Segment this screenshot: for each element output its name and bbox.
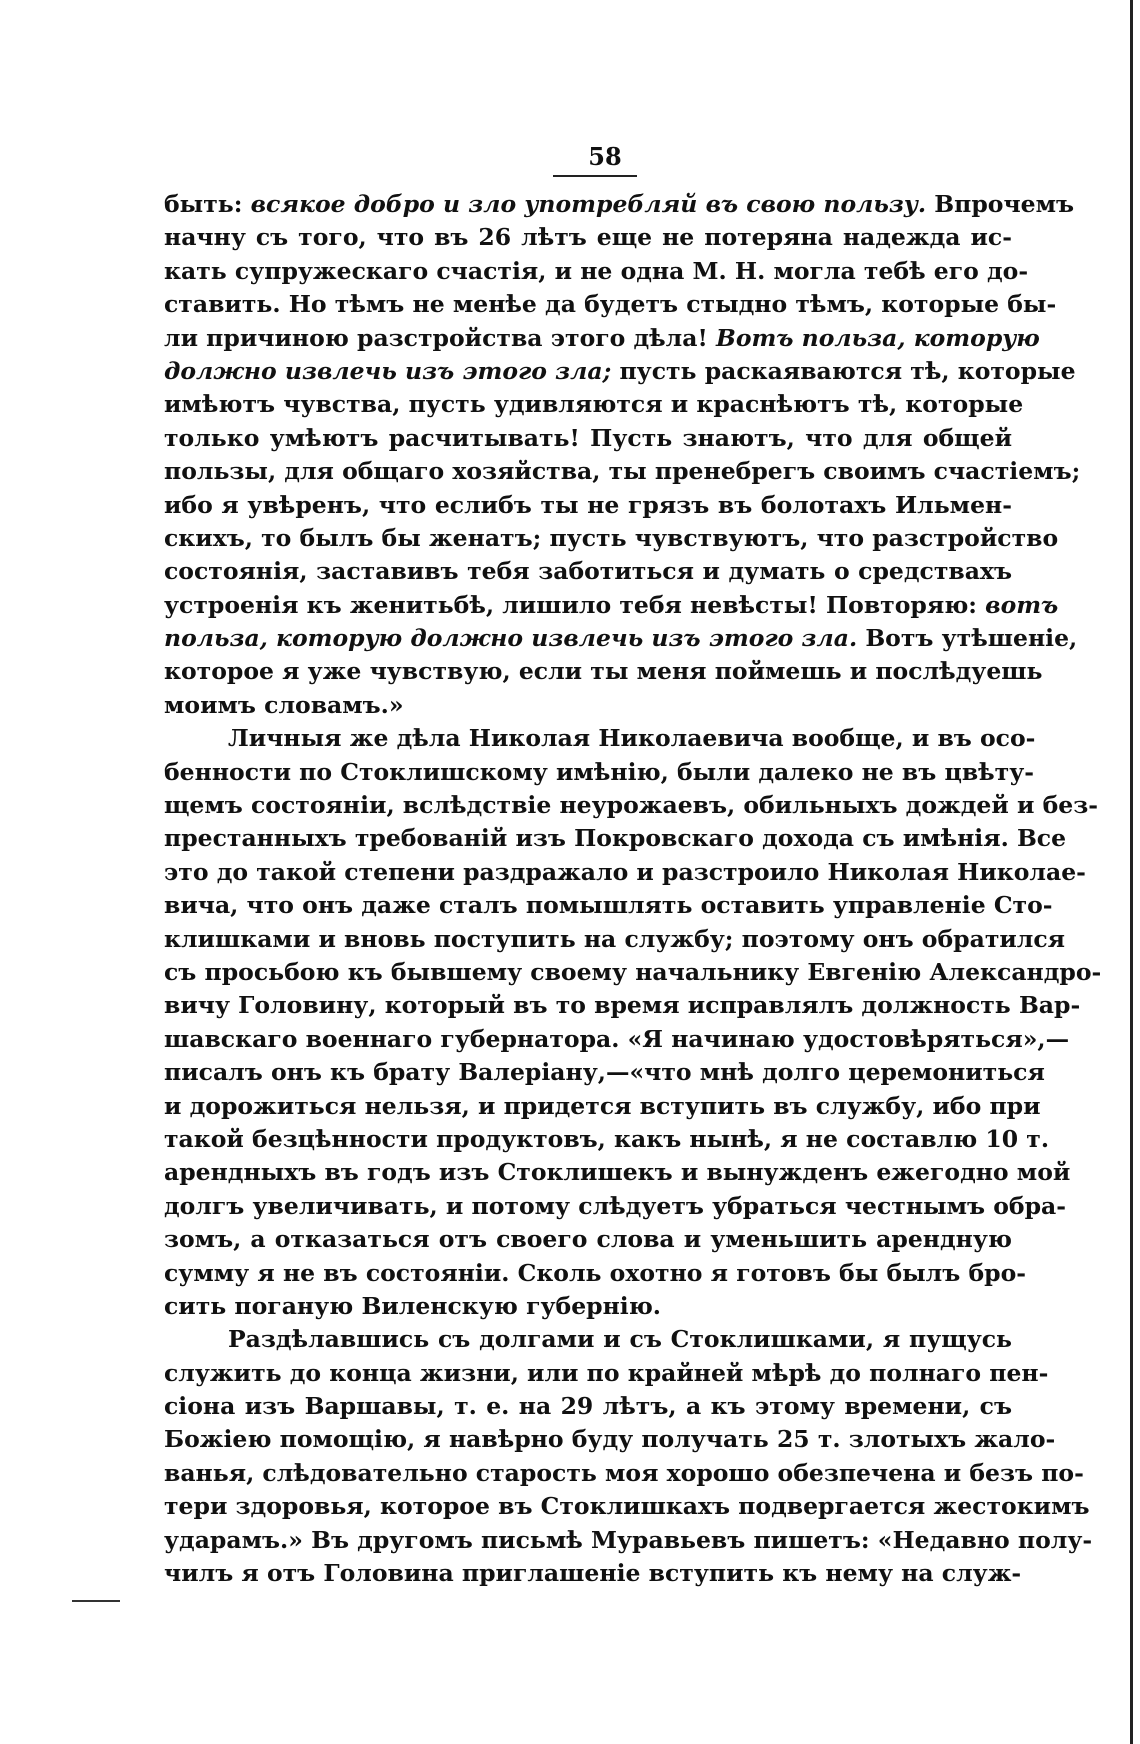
text-segment: Впрочемъ <box>926 190 1075 218</box>
text-line <box>164 322 1040 355</box>
text-line <box>164 989 1081 1022</box>
text-line <box>164 822 1067 855</box>
text-line <box>164 589 1059 622</box>
text-line <box>164 355 1076 388</box>
italic-text-segment: Вотъ польза, которую <box>715 323 1040 352</box>
text-line <box>164 1457 1084 1490</box>
text-line <box>164 722 1036 755</box>
text-line <box>164 1390 1012 1423</box>
text-segment: имѣютъ чувства, пусть удивляются и краснѣютъ тѣ, которые <box>164 390 1024 419</box>
text-line <box>164 1090 1041 1123</box>
text-segment: сить поганую Виленскую губернію. <box>164 1291 661 1320</box>
italic-text-segment: должно извлечь изъ этого зла; <box>164 356 612 385</box>
text-line <box>164 1357 1049 1390</box>
text-segment: Раздѣлавшись съ долгами и съ Стоклишками, я пущусь <box>228 1325 1012 1354</box>
text-segment: бенности по Стоклишскому имѣнію, были далеко не въ цвѣту- <box>164 757 1035 786</box>
body-text <box>164 188 1102 1590</box>
text-segment: съ просьбою къ бывшему своему начальнику Евгенію Александро- <box>164 957 1102 986</box>
text-segment: устроенія къ женитьбѣ, лишило тебя невѣсты! Повторяю: <box>164 590 986 619</box>
italic-text-segment: польза, которую должно извлечь изъ этого зла. <box>164 624 858 653</box>
text-line <box>164 1156 1071 1189</box>
text-segment: вича, что онъ даже сталъ помышлять оставить управленіе Сто- <box>164 891 1053 920</box>
text-line <box>164 255 1029 288</box>
text-segment: щемъ состояніи, вслѣдствіе неурожаевъ, обильныхъ дождей и без- <box>164 791 1098 820</box>
text-segment: и дорожиться нельзя, и придется вступить въ службу, ибо при <box>164 1091 1041 1120</box>
text-line <box>164 1323 1012 1356</box>
text-line <box>164 1290 1012 1323</box>
text-line <box>164 221 1012 254</box>
text-segment: пользы, для общаго хозяйства, ты пренебрегъ своимъ счастіемъ; <box>164 457 1081 486</box>
text-segment: престанныхъ требованій изъ Покровскаго дохода съ имѣнія. Все <box>164 824 1067 853</box>
page-number: 58 <box>588 142 622 171</box>
text-line <box>164 388 1024 421</box>
text-line <box>164 288 1057 321</box>
text-line <box>164 1190 1066 1223</box>
text-line <box>164 188 1075 221</box>
text-line <box>164 1056 1045 1089</box>
text-segment: сумму я не въ состояніи. Сколь охотно я готовъ бы былъ бро- <box>164 1258 1026 1287</box>
text-segment: Божіею помощію, я навѣрно буду получать 25 т. злотыхъ жало- <box>164 1425 1056 1454</box>
text-segment: арендныхъ въ годъ изъ Стоклишекъ и вынужденъ ежегодно мой <box>164 1158 1071 1187</box>
text-segment: такой безцѣнности продуктовъ, какъ нынѣ, я не составлю 10 т. <box>164 1124 1050 1153</box>
text-line <box>164 956 1102 989</box>
margin-mark <box>72 1600 120 1602</box>
text-segment: быть: <box>164 190 251 218</box>
text-line <box>164 489 1012 522</box>
text-line <box>164 1524 1093 1557</box>
text-segment: Личныя же дѣла Николая Николаевича вообще, и въ осо- <box>228 724 1036 753</box>
text-segment: служить до конца жизни, или по крайней мѣрѣ до полнаго пен- <box>164 1358 1049 1387</box>
text-segment: кать супружескаго счастія, и не одна М. Н. могла тебѣ его до- <box>164 256 1029 285</box>
italic-text-segment: всякое добро и зло употребляй въ свою пользу. <box>250 190 927 218</box>
text-line <box>164 1023 1070 1056</box>
italic-text-segment: вотъ <box>985 590 1059 619</box>
text-line <box>164 455 1081 488</box>
text-line <box>164 422 1012 455</box>
text-segment: клишками и вновь поступить на службу; поэтому онъ обратился <box>164 924 1066 953</box>
text-segment: писалъ онъ къ брату Валеріану,—«что мнѣ долго церемониться <box>164 1058 1045 1087</box>
text-segment: это до такой степени раздражало и разстроило Николая Николае- <box>164 857 1086 886</box>
text-line <box>164 856 1086 889</box>
text-line <box>164 1223 1012 1256</box>
text-segment: ибо я увѣренъ, что еслибъ ты не грязъ въ болотахъ Ильмен- <box>164 490 1012 519</box>
text-line <box>164 1557 1022 1590</box>
text-line <box>164 522 1059 555</box>
text-segment: сіона изъ Варшавы, т. е. на 29 лѣтъ, а къ этому времени, съ <box>164 1392 1012 1421</box>
text-line <box>164 689 1012 722</box>
text-line <box>164 756 1035 789</box>
text-line <box>164 1490 1090 1523</box>
text-line <box>164 789 1098 822</box>
text-segment: начну съ того, что въ 26 лѣтъ еще не потеряна надежда ис- <box>164 223 1012 252</box>
text-line <box>164 889 1053 922</box>
text-segment: чилъ я отъ Головина приглашеніе вступить къ нему на служ- <box>164 1559 1022 1588</box>
text-segment: Вотъ утѣшеніе, <box>857 624 1078 653</box>
text-line <box>164 1423 1056 1456</box>
text-segment: ли причиною разстройства этого дѣла! <box>164 323 716 352</box>
page-edge <box>1130 0 1133 1744</box>
text-line <box>164 655 1043 688</box>
text-line <box>164 622 1078 655</box>
text-segment: долгъ увеличивать, и потому слѣдуетъ убраться честнымъ обра- <box>164 1191 1066 1220</box>
text-segment: ставить. Но тѣмъ не менѣе да будетъ стыдно тѣмъ, которые бы- <box>164 290 1057 319</box>
text-segment: ванья, слѣдовательно старость моя хорошо обезпечена и безъ по- <box>164 1458 1084 1487</box>
page-number-rule <box>553 175 637 177</box>
text-segment: только умѣютъ расчитывать! Пусть знаютъ, что для общей <box>164 423 1012 452</box>
text-line <box>164 923 1066 956</box>
text-segment: моимъ словамъ.» <box>164 690 404 719</box>
text-segment: скихъ, то былъ бы женатъ; пусть чувствуютъ, что разстройство <box>164 523 1059 552</box>
text-line <box>164 1123 1050 1156</box>
text-segment: зомъ, а отказаться отъ своего слова и уменьшить арендную <box>164 1225 1012 1254</box>
text-segment: вичу Головину, который въ то время исправлялъ должность Вар- <box>164 991 1081 1020</box>
text-line <box>164 1257 1026 1290</box>
text-segment: тери здоровья, которое въ Стоклишкахъ подвергается жестокимъ <box>164 1492 1090 1521</box>
text-segment: состоянія, заставивъ тебя заботиться и думать о средствахъ <box>164 557 1012 586</box>
text-segment: ударамъ.» Въ другомъ письмѣ Муравьевъ пишетъ: «Недавно полу- <box>164 1525 1093 1554</box>
text-line <box>164 555 1012 588</box>
text-segment: пусть раскаяваются тѣ, которые <box>611 356 1076 385</box>
text-segment: шавскаго военнаго губернатора. «Я начинаю удостовѣряться»,— <box>164 1024 1070 1053</box>
text-segment: которое я уже чувствую, если ты меня поймешь и послѣдуешь <box>164 657 1043 686</box>
